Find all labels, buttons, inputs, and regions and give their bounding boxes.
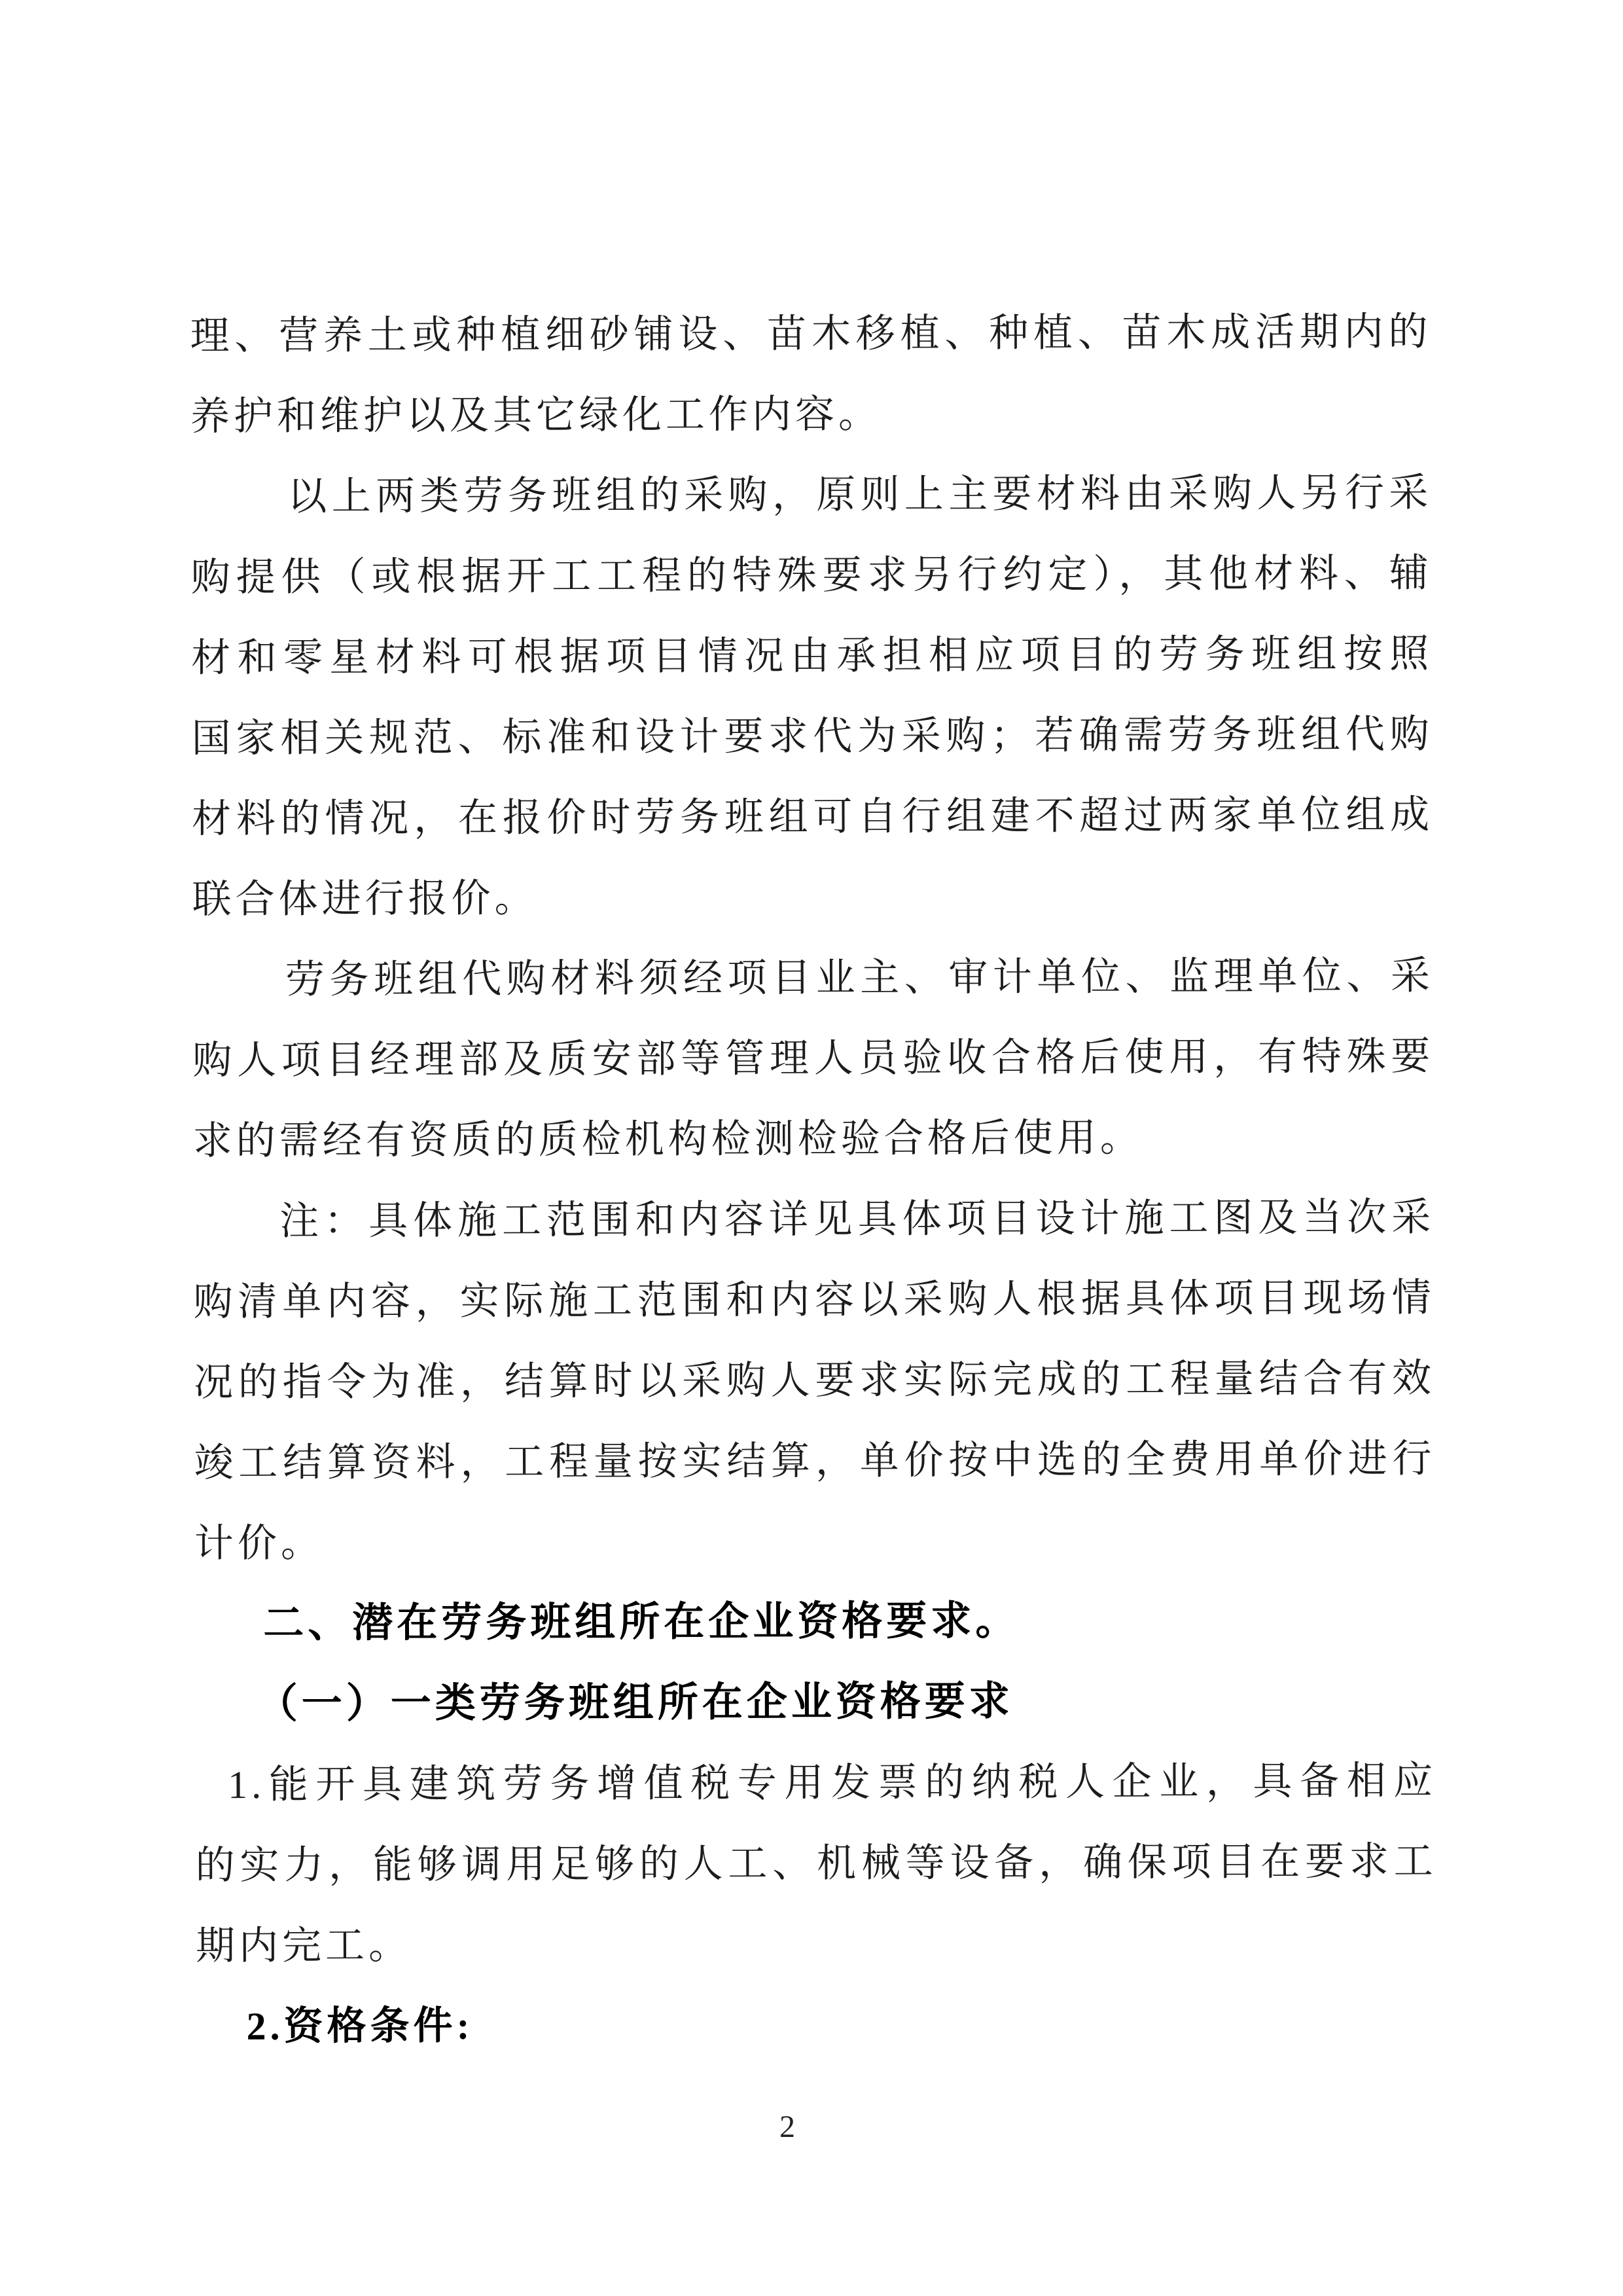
text-line: 1.能开具建筑劳务增值税专用发票的纳税人企业，具备相应 xyxy=(228,1759,1437,1807)
page-number: 2 xyxy=(779,2109,795,2144)
text-line: 购人项目经理部及质安部等管理人员验收合格后使用，有特殊要 xyxy=(192,1034,1435,1083)
text-line: 期内完工。 xyxy=(195,1924,412,1968)
text-line: 购提供（或根据开工工程的特殊要求另行约定），其他材料、辅 xyxy=(190,551,1433,600)
text-line: 竣工结算资料，工程量按实结算，单价按中选的全费用单价进行 xyxy=(194,1437,1436,1485)
text-line: 联合体进行报价。 xyxy=(192,876,538,922)
heading-text-line: （一）一类劳务班组所在企业资格要求 xyxy=(257,1679,1014,1727)
paragraph-body-1 xyxy=(190,453,1434,941)
text-line: 况的指令为准，结算时以采购人要求实际完成的工程量结合有效 xyxy=(193,1356,1436,1405)
paragraph-body-2 xyxy=(192,936,1435,1182)
text-line: 养护和维护以及其它绿化工作内容。 xyxy=(190,392,882,439)
heading-subsection-1 xyxy=(195,1660,1436,1746)
page-footer xyxy=(0,2109,1599,2145)
text-line: 以上两类劳务班组的采购，原则上主要材料由采购人另行采 xyxy=(287,471,1433,518)
text-line: 理、营养土或种植细砂铺设、苗木移植、种植、苗木成活期内的 xyxy=(190,310,1432,358)
paragraph-continuation xyxy=(190,292,1432,457)
text-line: 注：具体施工范围和内容详见具体项目设计施工图及当次采 xyxy=(279,1195,1435,1243)
text-line: 劳务班组代购材料须经项目业主、审计单位、监理单位、采 xyxy=(285,954,1435,1001)
heading-text-line: 二、潜在劳务班组所在企业资格要求。 xyxy=(263,1598,1020,1646)
text-line: 国家相关规范、标准和设计要求代为采购；若确需劳务班组代购 xyxy=(191,712,1433,761)
text-line: 材料的情况，在报价时劳务班组可自行组建不超过两家单位组成 xyxy=(191,793,1434,841)
text-line: 计价。 xyxy=(194,1521,325,1566)
paragraph-item-1 xyxy=(195,1741,1437,1987)
paragraph-item-2-heading xyxy=(196,1982,1437,2068)
text-block xyxy=(190,292,1437,2068)
heading-section-2 xyxy=(194,1580,1436,1665)
paragraph-note xyxy=(193,1177,1436,1585)
text-line: 材和零星材料可根据项目情况由承担相应项目的劳务班组按照 xyxy=(191,632,1433,680)
text-line: 的实力，能够调用足够的人工、机械等设备，确保项目在要求工 xyxy=(195,1839,1437,1888)
text-line: 购清单内容，实际施工范围和内容以采购人根据具体项目现场情 xyxy=(193,1276,1435,1324)
text-line: 求的需经有资质的质检机构检测检验合格后使用。 xyxy=(192,1116,1143,1163)
heading-text-line: 2.资格条件: xyxy=(246,2003,474,2049)
